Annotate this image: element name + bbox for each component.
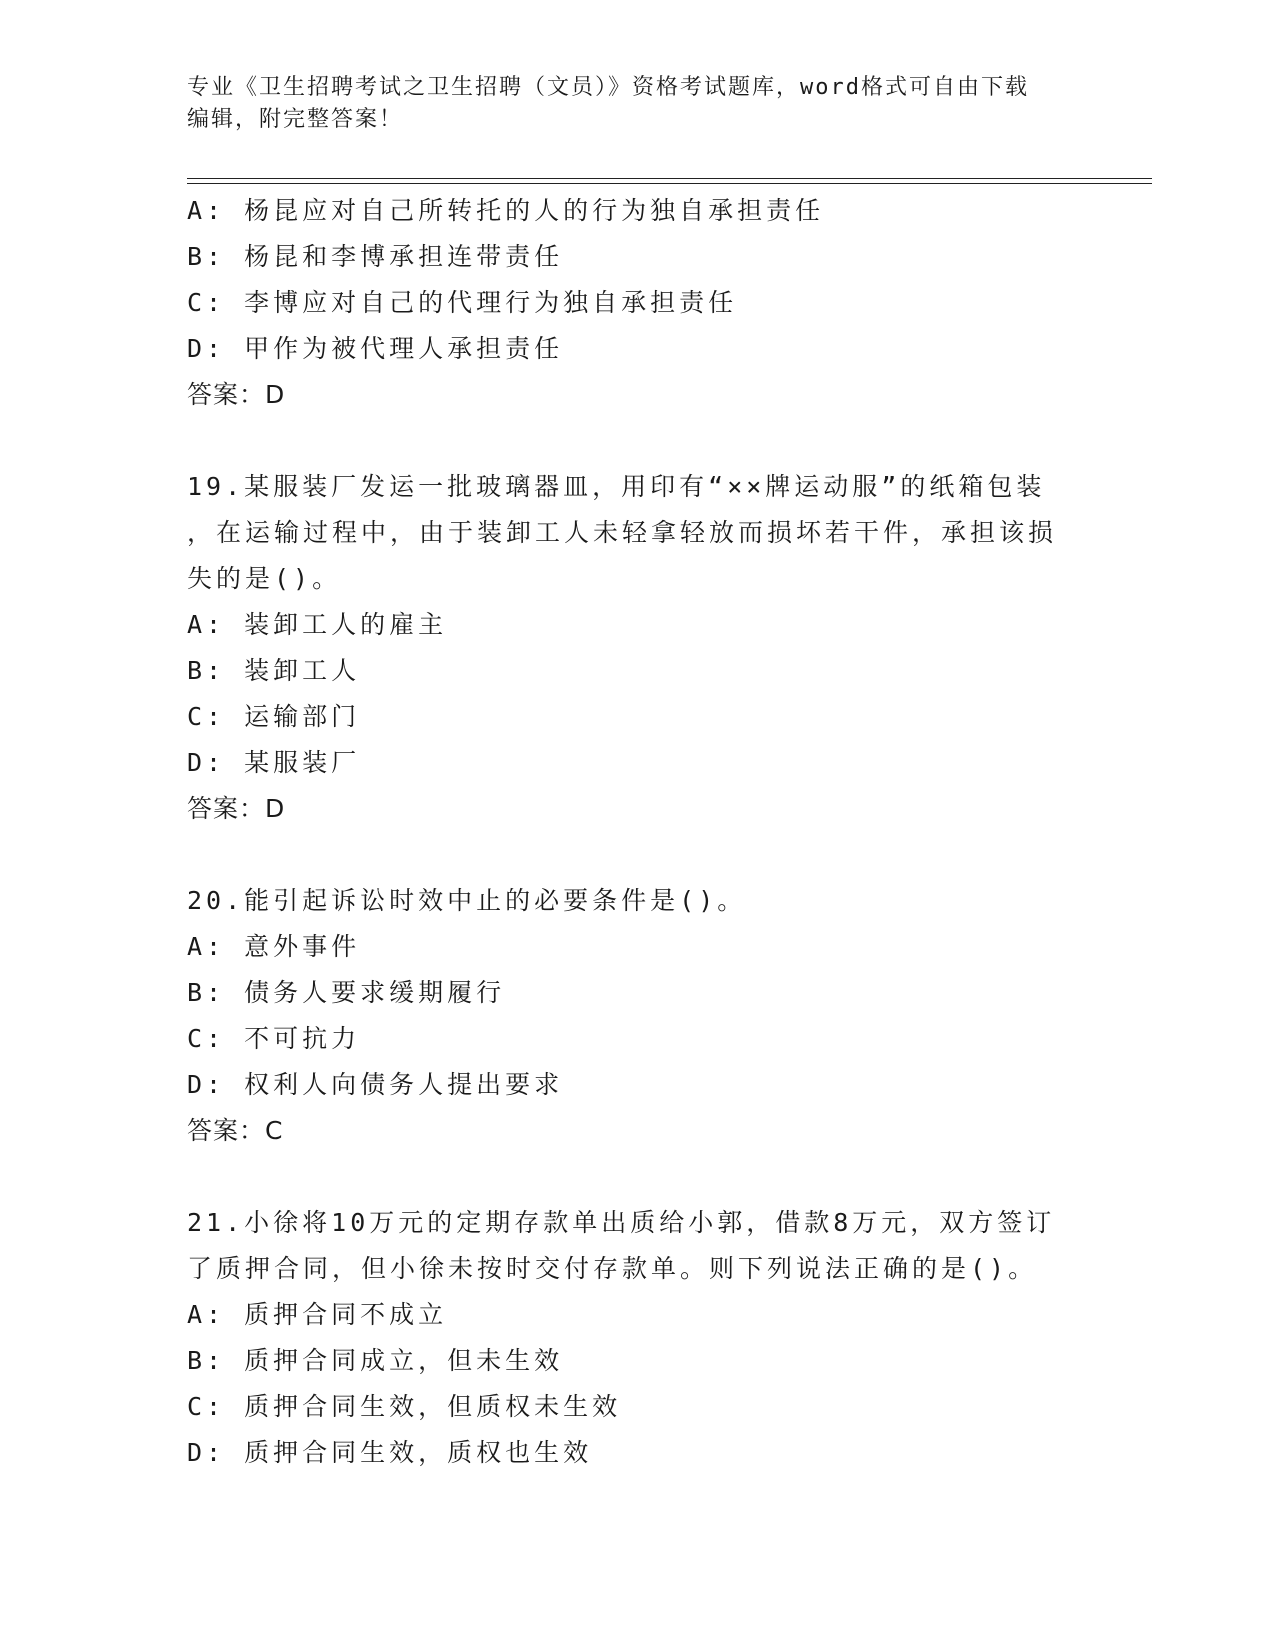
spacer	[187, 1154, 1147, 1200]
question-stem-line: 21.小徐将10万元的定期存款单出质给小郭，借款8万元，双方签订	[187, 1208, 1056, 1237]
option-d: D: 甲作为被代理人承担责任	[187, 334, 564, 363]
answer-line: 答案：D	[187, 380, 286, 409]
option-a: A: 装卸工人的雇主	[187, 610, 448, 639]
question-stem-line: 失的是()。	[187, 564, 342, 593]
option-c: C: 运输部门	[187, 702, 361, 731]
option-c: C: 质押合同生效，但质权未生效	[187, 1392, 622, 1421]
option-d: D: 权利人向债务人提出要求	[187, 1070, 564, 1099]
option-b: B: 质押合同成立，但未生效	[187, 1346, 564, 1375]
option-d: D: 某服装厂	[187, 748, 361, 777]
header-line-1: 专业《卫生招聘考试之卫生招聘（文员）》资格考试题库，word格式可自由下载	[187, 75, 1029, 100]
question-list	[187, 188, 1147, 1476]
option-a: A: 质押合同不成立	[187, 1300, 448, 1329]
answer-line: 答案：D	[187, 794, 286, 823]
option-d: D: 质押合同生效，质权也生效	[187, 1438, 593, 1467]
option-b: B: 杨昆和李博承担连带责任	[187, 242, 564, 271]
question-stem-line: ，在运输过程中，由于装卸工人未轻拿轻放而损坏若干件，承担该损	[187, 518, 1058, 547]
question-20	[187, 878, 1147, 1154]
option-b: B: 债务人要求缓期履行	[187, 978, 506, 1007]
spacer	[187, 418, 1147, 464]
option-a: A: 杨昆应对自己所转托的人的行为独自承担责任	[187, 196, 825, 225]
option-c: C: 不可抗力	[187, 1024, 361, 1053]
header-divider-bottom	[187, 183, 1152, 184]
question-21	[187, 1200, 1147, 1476]
spacer	[187, 832, 1147, 878]
option-a: A: 意外事件	[187, 932, 361, 961]
answer-line: 答案：C	[187, 1116, 284, 1145]
header-divider-top	[187, 178, 1152, 179]
option-b: B: 装卸工人	[187, 656, 361, 685]
question-18	[187, 188, 1147, 418]
header-line-2: 编辑，附完整答案！	[187, 107, 404, 132]
option-c: C: 李博应对自己的代理行为独自承担责任	[187, 288, 738, 317]
question-stem-line: 了质押合同，但小徐未按时交付存款单。则下列说法正确的是()。	[187, 1254, 1038, 1283]
document-header	[187, 72, 1087, 136]
question-stem-line: 19.某服装厂发运一批玻璃器皿，用印有“××牌运动服”的纸箱包装	[187, 472, 1046, 501]
question-19	[187, 464, 1147, 832]
question-stem-line: 20.能引起诉讼时效中止的必要条件是()。	[187, 886, 747, 915]
